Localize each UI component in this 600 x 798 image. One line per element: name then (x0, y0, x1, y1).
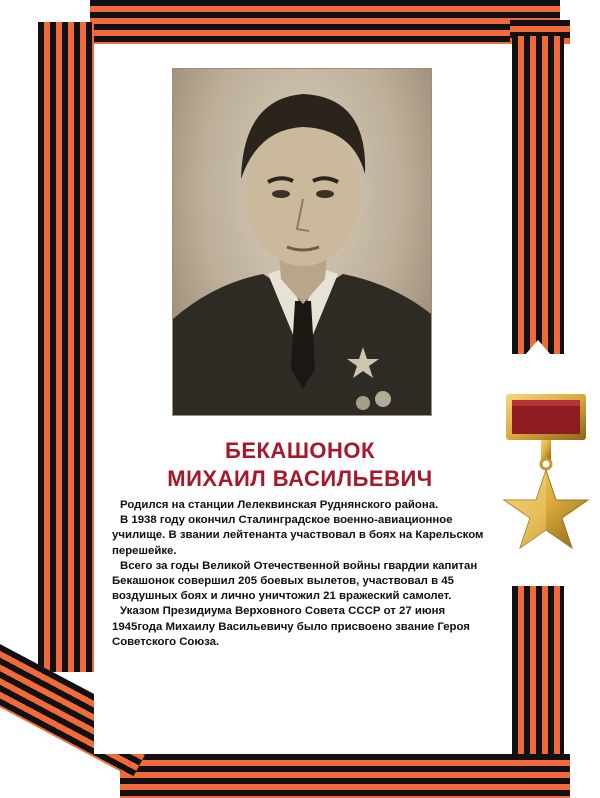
ribbon-notch (512, 340, 564, 370)
ribbon-bottom (120, 754, 570, 798)
portrait-silhouette (173, 69, 431, 415)
bio-paragraph-education: В 1938 году окончил Сталинградское военно-авиационное училище. В звании лейтенанта участвовал в боях на Карельском перешейке. (112, 514, 484, 557)
bio-paragraph-birth: Родился на станции Лелеквинская Руднянского района. (120, 499, 439, 511)
ribbon-left (38, 22, 94, 672)
person-given-names: МИХАИЛ ВАСИЛЬЕВИЧ (167, 466, 433, 491)
ribbon-right-upper (512, 36, 564, 354)
portrait-photo (172, 68, 432, 416)
ribbon-top (90, 0, 560, 44)
gold-star-medal-icon (500, 390, 592, 550)
bio-paragraph-war-record: Всего за годы Великой Отечественной войны гвардии капитан Бекашонок совершил 205 боевых вылетов, участвовал в 45 воздушных боях и лично уничтожил 21 вражеский самолет. (112, 559, 478, 603)
person-surname: БЕКАШОНОК (225, 438, 375, 463)
biography-text (112, 498, 494, 650)
bio-paragraph-award: Указом Президиума Верховного Совета СССР от 27 июня 1945года Михаилу Васильевичу было присвоено звание Героя Советского Союза. (112, 605, 470, 648)
